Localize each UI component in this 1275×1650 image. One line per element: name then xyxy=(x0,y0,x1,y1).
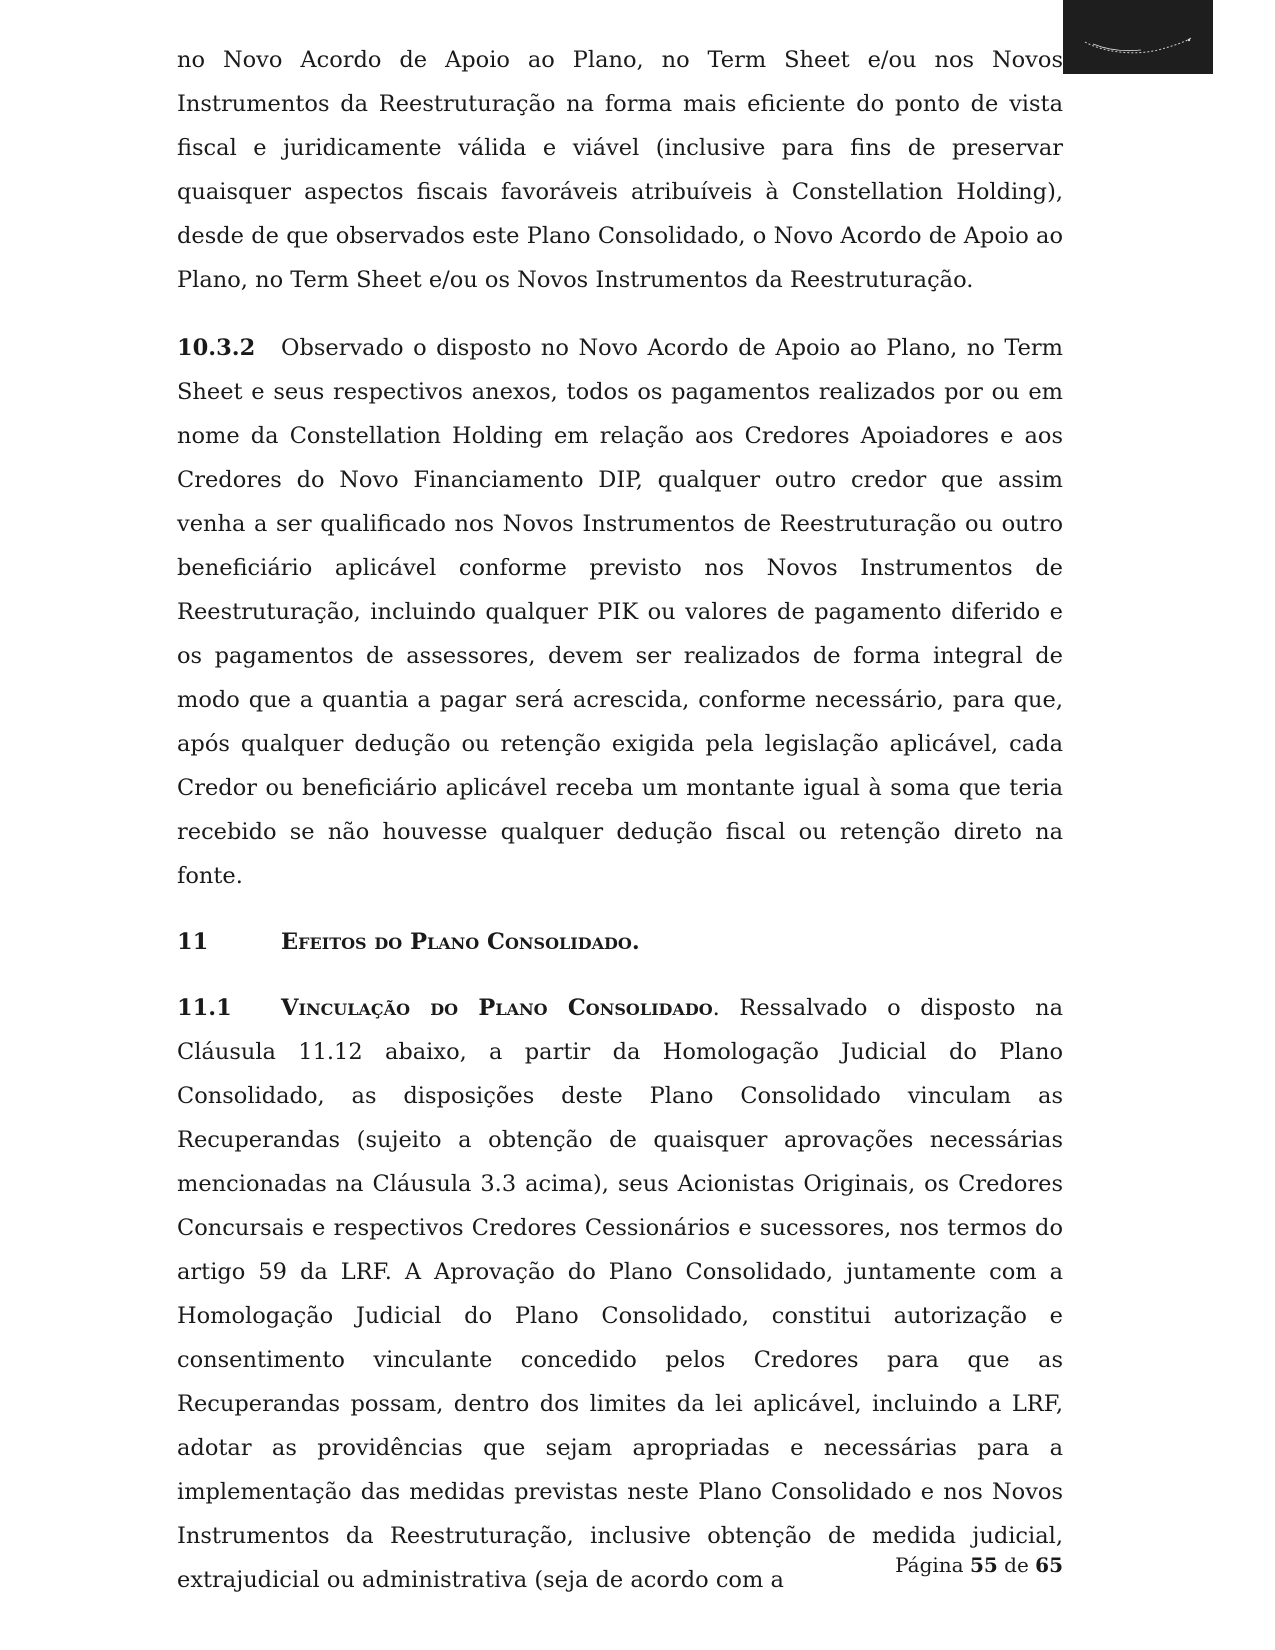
clause-title: Vinculação do Plano Consolidado xyxy=(281,995,713,1021)
clause-text: Observado o disposto no Novo Acordo de Apoio ao Plano, no Term Sheet e seus respectivos anexos, todos os pagamentos realizados por ou em nome da Constellation Holding em relação aos Credores Apoiadores e aos Credores do Novo Financiamento DIP, qualquer outro credor que assim venha a ser qualificado nos Novos Instrumentos de Reestruturação ou outro beneficiário aplicável conforme previsto nos Novos Instrumentos de Reestruturação, incluindo qualquer PIK ou valores de pagamento diferido e os pagamentos de assessores, devem ser realizados de forma integral de modo que a quantia a pagar será acrescida, conforme necessário, para que, após qualquer dedução ou retenção exigida pela legislação aplicável, cada Credor ou beneficiário aplicável receba um montante igual à soma que teria recebido se não houvesse qualquer dedução fiscal ou retenção direto na fonte. xyxy=(177,335,1063,889)
document-body xyxy=(177,38,1063,1602)
page-label: Página xyxy=(895,1553,964,1577)
section-number: 11 xyxy=(177,929,209,955)
clause-10-3-2 xyxy=(177,326,1063,898)
clause-text: . Ressalvado o disposto na Cláusula 11.12 abaixo, a partir da Homologação Judicial do Plano Consolidado, as disposições deste Plano Consolidado vinculam as Recuperandas (sujeito a obtenção de quaisquer aprovações necessárias mencionadas na Cláusula 3.3 acima), seus Acionistas Originais, os Credores Concursais e respectivos Credores Cessionários e sucessores, nos termos do artigo 59 da LRF. A Aprovação do Plano Consolidado, juntamente com a Homologação Judicial do Plano Consolidado, constitui autorização e consentimento vinculante concedido pelos Credores para que as Recuperandas possam, dentro dos limites da lei aplicável, incluindo a LRF, adotar as providências que sejam apropriadas e necessárias para a implementação das medidas previstas neste Plano Consolidado e nos Novos Instrumentos da Reestruturação, inclusive obtenção de medida judicial, extrajudicial ou administrativa (seja de acordo com a xyxy=(177,995,1063,1593)
signature-scribble-icon xyxy=(1063,0,1213,74)
section-title: Efeitos do Plano Consolidado. xyxy=(281,929,640,955)
total-pages: 65 xyxy=(1035,1553,1063,1577)
page-number xyxy=(895,1553,1063,1577)
current-page: 55 xyxy=(969,1553,998,1577)
clause-11-1 xyxy=(177,986,1063,1602)
signature-stamp xyxy=(1063,0,1213,74)
page-separator: de xyxy=(1004,1553,1029,1577)
paragraph-continuation: no Novo Acordo de Apoio ao Plano, no Term Sheet e/ou nos Novos Instrumentos da Reestruturação na forma mais eficiente do ponto de vista fiscal e juridicamente válida e viável (inclusive para fins de preservar quaisquer aspectos fiscais favoráveis atribuíveis à Constellation Holding), desde de que observados este Plano Consolidado, o Novo Acordo de Apoio ao Plano, no Term Sheet e/ou os Novos Instrumentos da Reestruturação. xyxy=(177,47,1063,293)
section-heading-11 xyxy=(177,920,1063,964)
clause-number: 11.1 xyxy=(177,995,232,1021)
clause-number: 10.3.2 xyxy=(177,335,256,361)
